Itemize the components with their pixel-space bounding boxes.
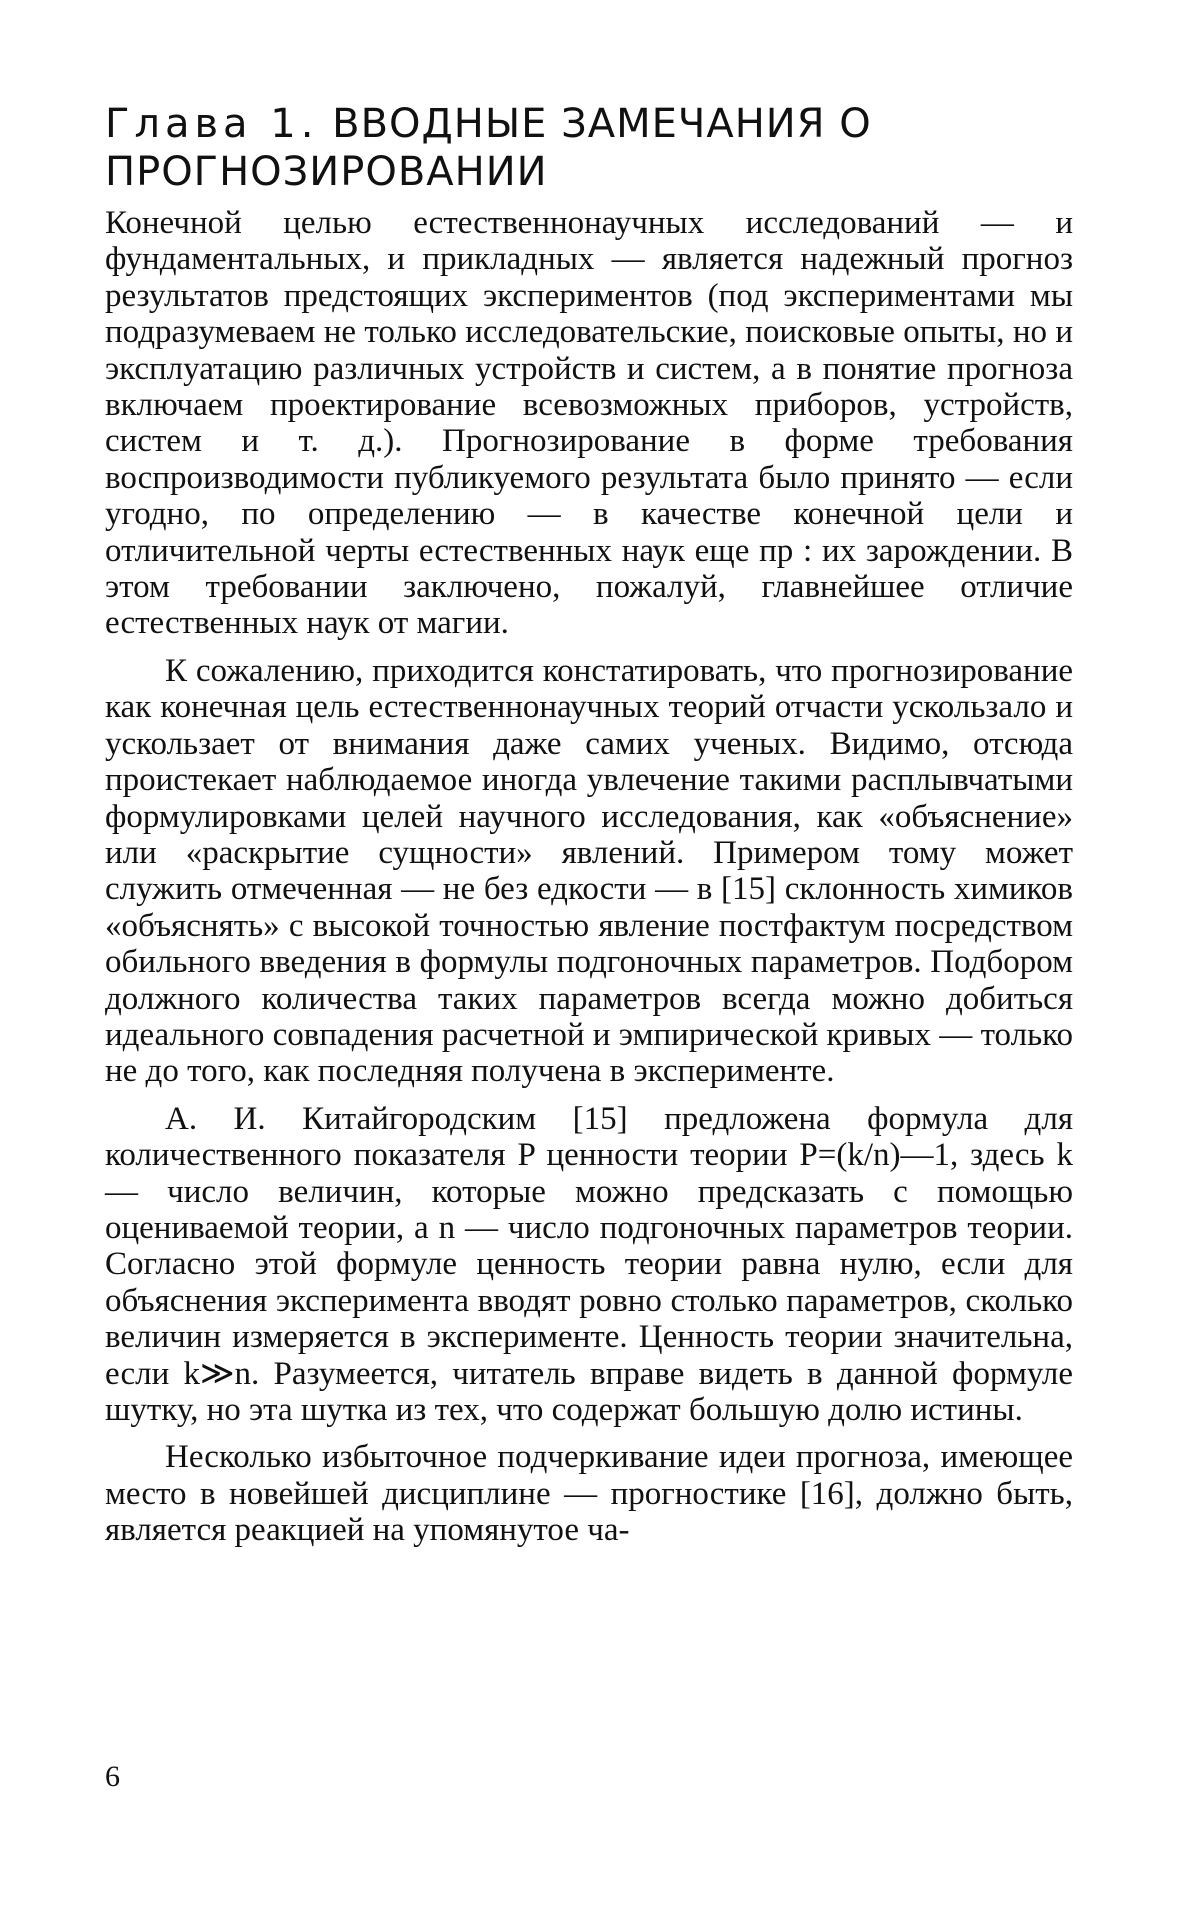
paragraph-2: К сожалению, приходится констатировать, что прогнозирование как конечная цель естественнонаучных теорий отчасти ускользало и ускользает от внимания даже самих ученых. Видимо, отсюда проистекает наблюдаемое иногда увлечение такими расплывчатыми формулировками целей научного исследования, как «объяснение» или «раскрытие сущности» явлений. Примером тому может служить отмеченная — не без едкости — в [15] склонность химиков «объяснять» с высокой точностью явление постфактум посредством обильного введения в формулы подгоночных параметров. Подбором должного количества таких параметров всегда можно добиться идеального совпадения расчетной и эмпирической кривых — только не до того, как последняя получена в эксперименте. (105, 652, 1073, 1090)
paragraph-1: Конечной целью естественнонаучных исследований — и фундаментальных, и прикладных — является надежный прогноз результатов предстоящих экспериментов (под экспериментами мы подразумеваем не только исследовательские, поисковые опыты, но и эксплуатацию различных устройств и систем, а в понятие прогноза включаем проектирование всевозможных приборов, устройств, систем и т. д.). Прогнозирование в форме требования воспроизводимости публикуемого результата было принято — если угодно, по определению — в качестве конечной цели и отличительной черты естественных наук еще пр : их зарождении. В этом требовании заключено, пожалуй, главнейшее отличие естественных наук от магии. (105, 205, 1073, 642)
body-text (105, 205, 1073, 1549)
chapter-title: ВВОДНЫЕ ЗАМЕЧАНИЯ О ПРОГНОЗИРОВАНИИ (105, 101, 872, 195)
chapter-label: Глава 1. (105, 101, 319, 147)
paragraph-3: А. И. Китайгородским [15] предложена формула для количественного показателя P ценности теории P=(k/n)—1, здесь k — число величин, которые можно предсказать с помощью оцениваемой теории, а n — число подгоночных параметров теории. Согласно этой формуле ценность теории равна нулю, если для объяснения эксперимента вводят ровно столько параметров, сколько величин измеряется в эксперименте. Ценность теории значительна, если k≫n. Разумеется, читатель вправе видеть в данной формуле шутку, но эта шутка из тех, что содержат большую долю истины. (105, 1100, 1073, 1428)
chapter-heading (105, 100, 1105, 196)
paragraph-4: Несколько избыточное подчеркивание идеи прогноза, имеющее место в новейшей дисциплине — прогностике [16], должно быть, является реакцией на упомянутое ча- (105, 1439, 1073, 1549)
page-number: 6 (105, 1760, 120, 1793)
